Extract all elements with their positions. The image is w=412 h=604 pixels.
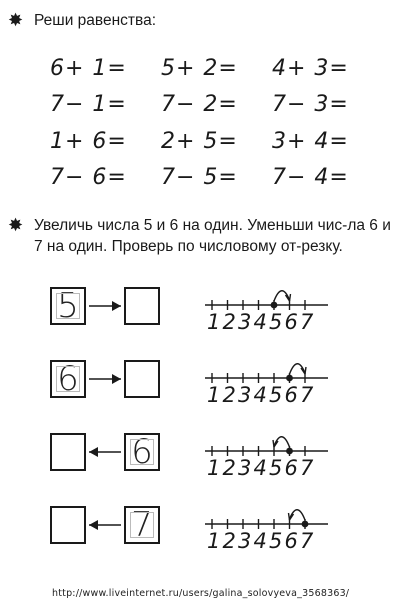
jump-arrowhead-icon — [289, 513, 294, 520]
answer-box-right[interactable] — [124, 287, 160, 325]
answer-box-left[interactable] — [50, 506, 86, 544]
number-line-label: 7 — [300, 529, 314, 553]
number-line-dot — [286, 375, 293, 382]
number-line-label: 2 — [222, 456, 236, 480]
jump-arc — [290, 364, 306, 374]
equation: 3+ 4= — [272, 128, 349, 154]
answer-box-right — [124, 506, 160, 544]
number-line-label: 3 — [238, 456, 252, 480]
number-line-label: 7 — [300, 310, 314, 334]
number-line-label: 1 — [207, 310, 221, 334]
number-line-label: 6 — [284, 383, 298, 407]
number-line-label: 4 — [253, 383, 267, 407]
number-line-label: 2 — [222, 383, 236, 407]
jump-arrowhead-icon — [286, 294, 291, 301]
equations-grid — [50, 50, 390, 196]
equation: 2+ 5= — [161, 128, 238, 154]
equation: 7− 1= — [50, 92, 127, 118]
equation: 4+ 3= — [272, 55, 349, 81]
number-line-label: 3 — [238, 310, 252, 334]
equation-row — [50, 123, 390, 160]
number-line-label: 5 — [269, 529, 283, 553]
number-line-dot — [286, 448, 293, 455]
given-number: 7 — [126, 508, 158, 542]
equation: 7− 3= — [272, 92, 349, 118]
equation-row — [50, 160, 390, 197]
number-line — [200, 350, 340, 410]
equation-row — [50, 50, 390, 87]
number-line-label: 5 — [269, 456, 283, 480]
equation: 5+ 2= — [161, 55, 238, 81]
answer-box-right — [124, 433, 160, 471]
number-line-label: 1 — [207, 383, 221, 407]
answer-box-left — [50, 287, 86, 325]
number-line-label: 5 — [269, 383, 283, 407]
number-line-label: 2 — [222, 310, 236, 334]
number-line-label: 4 — [253, 456, 267, 480]
equation: 6+ 1= — [50, 55, 127, 81]
number-line — [200, 277, 340, 337]
task1-title: Реши равенства: — [34, 12, 156, 29]
number-line-label: 6 — [284, 529, 298, 553]
number-line-label: 4 — [253, 529, 267, 553]
jump-arc — [290, 510, 306, 520]
number-line-label: 7 — [300, 456, 314, 480]
number-line — [200, 423, 340, 483]
answer-box-left — [50, 360, 86, 398]
jump-arc — [274, 437, 290, 447]
number-line-label: 7 — [300, 383, 314, 407]
number-line-label: 3 — [238, 529, 252, 553]
given-number: 5 — [52, 289, 84, 323]
jump-arrowhead-icon — [301, 367, 306, 374]
equation: 7− 5= — [161, 165, 238, 191]
answer-box-left[interactable] — [50, 433, 86, 471]
task2-title: Увеличь числа 5 и 6 на один. Уменьши чис-ла 6 и 7 на один. Проверь по числовому от-резку. — [34, 217, 391, 255]
number-line-label: 5 — [269, 310, 283, 334]
jump-arrowhead-icon — [273, 440, 278, 447]
equation: 7− 4= — [272, 165, 349, 191]
number-line-dot — [302, 521, 309, 528]
equation: 7− 2= — [161, 92, 238, 118]
number-line-label: 6 — [284, 456, 298, 480]
jump-arc — [274, 291, 290, 301]
number-line-label: 3 — [238, 383, 252, 407]
number-line-label: 4 — [253, 310, 267, 334]
given-number: 6 — [126, 435, 158, 469]
given-number: 6 — [52, 362, 84, 396]
arrow-left-icon — [86, 445, 124, 459]
equation-row — [50, 87, 390, 124]
arrow-left-icon — [86, 518, 124, 532]
arrow-right-icon — [86, 372, 124, 386]
number-line-dot — [271, 302, 278, 309]
task-marker-icon: ✸ — [8, 10, 24, 30]
number-line-label: 1 — [207, 529, 221, 553]
number-line-label: 6 — [284, 310, 298, 334]
arrow-right-icon — [86, 299, 124, 313]
number-line-label: 2 — [222, 529, 236, 553]
task-marker-icon: ✸ — [8, 215, 24, 235]
equation: 1+ 6= — [50, 128, 127, 154]
answer-box-right[interactable] — [124, 360, 160, 398]
number-line — [200, 496, 340, 556]
footer-url: http://www.liveinternet.ru/users/galina_solovyeva_3568363/ — [52, 588, 350, 599]
number-line-label: 1 — [207, 456, 221, 480]
equation: 7− 6= — [50, 165, 127, 191]
